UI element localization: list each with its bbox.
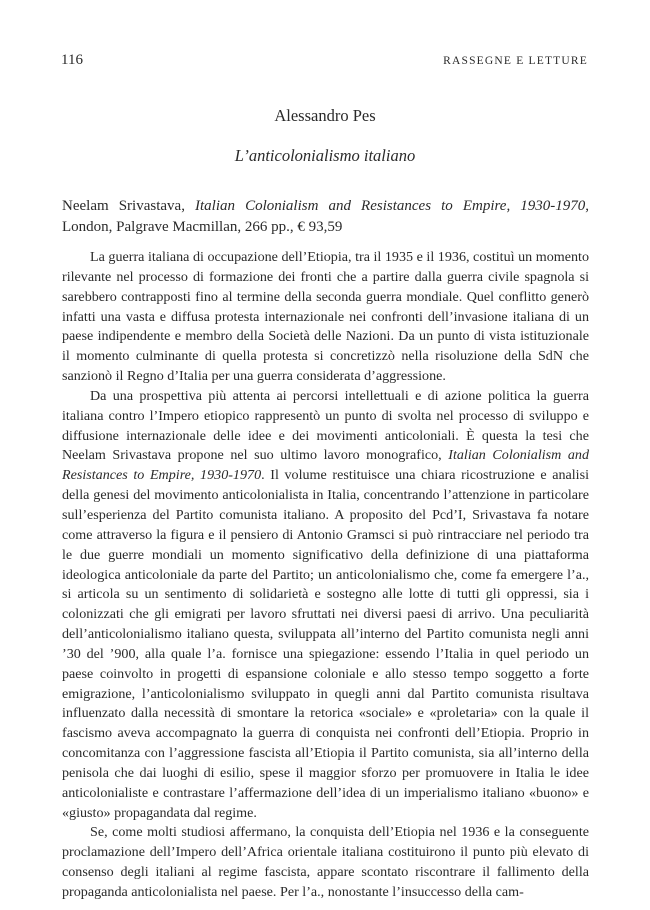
- running-head: RASSEGNE E LETTURE: [443, 55, 588, 67]
- paragraph-2-text-b: . Il volume restituisce una chiara ricostruzione e analisi della genesi del movimento anticolonialista in Italia, concentrando l’attenzione in particolare sull’esperienza del Partito comunista italiano. A proposito del Pcd’I, Srivastava fa notare come attraverso la figura e il pensiero di Antonio Gramsci si può rintracciare nel periodo tra le due guerre mondiali un momento significativo della definizione di una piattaforma ideologica anticoloniale da parte del Partito; un anticolonialismo che, come fa emergere l’a., si articola su un sentimento di solidarietà e sostegno alle lotte di tutti gli oppressi, sia i colonizzati che gli emigrati per lavoro sfruttati nei diversi paesi di arrivo. Una peculiarità dell’anticolonialismo italiano questa, sviluppata all’interno del Partito comunista negli anni ’30 del ’900, alla quale l’a. fornisce una spiegazione: essendo l’Italia in quel periodo un paese coinvolto in progetti di espansione coloniale e allo stesso tempo soggetto a forte emigrazione, l’anticolonialismo sviluppato in quegli anni dal Partito comunista risultava influenzato dalla necessità di smontare la retorica «sociale» e «proletaria» con la quale il fascismo aveva accompagnato la guerra di conquista nei confronti dell’Etiopia. Proprio in concomitanza con l’aggressione fascista all’Etiopia il Partito comunista, sia all’interno della penisola che dai luoghi di esilio, spese il maggior sforzo per promuovere in Italia le idee anticolonialiste e contrastare l’affermazione dell’idea di un imperialismo italiano «buono» e «giusto» propagandata dal regime.: [62, 467, 589, 821]
- paragraph-2-book-title: Italian Colonialism and Resistances to Empire, 1930-1970: [62, 447, 590, 484]
- book-author: Neelam Srivastava,: [62, 198, 196, 214]
- paragraph-2: [62, 387, 589, 824]
- paragraph-2-text-a: Da una prospettiva più attenta ai percorsi intellettuali e di azione politica la guerra italiana contro l’Impero etiopico rappresentò un punto di svolta nel processo di sviluppo e diffusione internazionale delle idee e dei movimenti anticoloniali. È questa la tesi che Neelam Srivastava propone nel suo ultimo lavoro monografico,: [62, 387, 589, 464]
- book-title: Italian Colonialism and Resistances to Empire, 1930-1970: [195, 198, 586, 214]
- book-publication: , London, Palgrave Macmillan, 266 pp., € 93,59: [62, 198, 590, 235]
- book-reference: [62, 196, 589, 238]
- article-title: L’anticolonialismo italiano: [234, 146, 416, 165]
- article-author: Alessandro Pes: [274, 106, 376, 125]
- paragraph-1: La guerra italiana di occupazione dell’Etiopia, tra il 1935 e il 1936, costituì un momento rilevante nel processo di formazione dei fronti che a partire dalla guerra civile spagnola si sarebbero contrapposti fino al termine della seconda guerra mondiale. Quel conflitto generò infatti una vasta e diffusa protesta internazionale nei confronti dell’invasione italiana di un paese indipendente e membro della Società delle Nazioni. Da un punto di vista istituzionale il momento culminante di quella protesta si concretizzò nella risoluzione della SdN che sanzionò il Regno d’Italia per una guerra considerata d’aggressione.: [62, 249, 589, 385]
- page-number: 116: [61, 52, 83, 68]
- article-body: [62, 248, 589, 903]
- paragraph-3: Se, come molti studiosi affermano, la conquista dell’Etiopia nel 1936 e la conseguente proclamazione dell’Impero dell’Africa orientale italiana costituirono il punto più elevato di consenso degli italiani al regime fascista, appare scontato riscontrare il fallimento della propaganda anticolonialista nel paese. Per l’a., nonostante l’insuccesso della cam-: [62, 824, 589, 900]
